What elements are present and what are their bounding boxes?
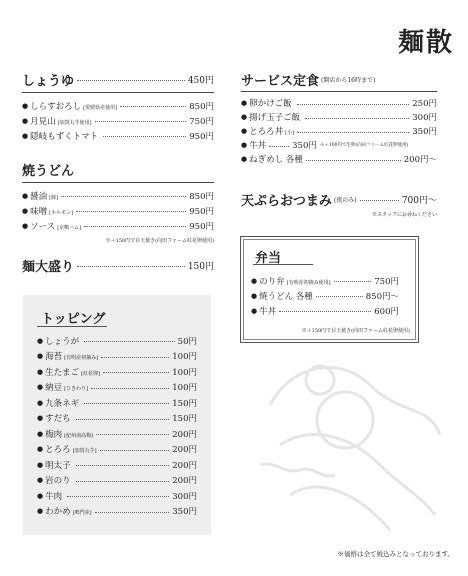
teishoku-header	[241, 70, 437, 88]
shoyu-header	[22, 70, 214, 88]
teishoku-title: サービス定食	[241, 73, 320, 89]
menu-item: ● のり弁 [有明産初摘み使用] 750円	[251, 276, 399, 287]
menu-item: ● 焼うどん 各種 850円〜	[251, 291, 399, 302]
yakiudon-section	[22, 160, 214, 244]
yakiudon-header	[22, 160, 214, 178]
toppings-title: トッピング	[41, 312, 106, 327]
list-item: ● 牛肉 300円	[37, 491, 197, 502]
list-item: ● しょうが 50円	[37, 336, 197, 347]
divider	[22, 92, 214, 93]
tenpura-title: 天ぷらおつまみ	[241, 193, 332, 209]
menu-item: ● ソース [京鴨ハム] 950円	[22, 221, 214, 232]
yakiudon-title: 焼うどん	[22, 163, 75, 179]
menu-item: ● 味噌 [ホルモン] 950円	[22, 206, 214, 217]
menu-item: ● 卵かけご飯 250円	[241, 99, 437, 109]
ornament-line	[37, 326, 107, 328]
list-item: ● すだち 150円	[37, 414, 197, 425]
bento-title: 弁当	[255, 251, 282, 266]
tenpura-price: 700円〜	[401, 195, 437, 206]
bento-panel	[240, 236, 419, 343]
menu-item: ● 牛丼 600円	[251, 306, 399, 317]
omori-title: 麺大盛り	[22, 259, 75, 275]
tenpura-subtitle: (夜のみ)	[333, 196, 357, 204]
menu-item: ● しらすおろし [愛媛県産使用] 850円	[22, 101, 214, 112]
list-item: ● 九条ネギ 150円	[37, 398, 197, 409]
gyudon-extra-note: ※＋100円で生卵(向田ファーム紅花卵使用)	[319, 143, 409, 148]
menu-item: ● 月見山 [加賀丸芋使用] 750円	[22, 116, 214, 127]
list-item: ● とろろ [加賀丸芋] 200円	[37, 445, 197, 456]
tenpura-note: ※スタッフにお尋ねください	[371, 212, 437, 218]
list-item: ● 岩のり 200円	[37, 476, 197, 487]
leader-dots	[77, 80, 185, 81]
toppings-panel	[23, 295, 211, 535]
divider	[22, 182, 214, 183]
list-item: ● 生たまご [紅花卵] 100円	[37, 367, 197, 378]
shoyu-title: しょうゆ	[22, 73, 75, 89]
dragon-illustration	[250, 345, 450, 540]
menu-item: ● 牛丼 350円 ※＋100円で生卵(向田ファーム紅花卵使用)	[241, 141, 409, 151]
list-item: ● 梅肉 [紀州南高梅] 200円	[37, 429, 197, 440]
list-item: ● 納豆 [ひきわり] 100円	[37, 383, 197, 394]
omori-price: 150円	[187, 261, 214, 272]
menu-item: ● ねぎめし 各種 200円〜	[241, 155, 437, 165]
list-item: ● 海苔 [有明産初摘み] 100円	[37, 352, 197, 363]
menu-item: ● 醤油 [豚] 850円	[22, 191, 214, 202]
footer-note: ※価格は全て税込みとなっております。	[337, 550, 454, 558]
list-item: ● 明太子 200円	[37, 460, 197, 471]
menu-item: ● とろろ丼 [小] 350円	[241, 127, 437, 137]
menu-item: ● 揚げ玉子ご飯 300円	[241, 113, 437, 123]
bento-note: ※＋150円で目玉焼き(向田ファーム紅花卵使用)	[301, 328, 410, 334]
teishoku-subtitle: (開店から16時まで)	[321, 76, 376, 84]
yakiudon-note: ※＋150円で目玉焼き(向田ファーム紅花卵使用)	[105, 238, 214, 244]
teishoku-section	[241, 70, 437, 166]
shoyu-price: 450円	[187, 75, 214, 86]
brand-logo: 麺散	[397, 28, 454, 58]
toppings-list	[37, 333, 197, 519]
menu-item: ● 隠岐もずくトマト 950円	[22, 131, 214, 142]
list-item: ● わかめ [鳴門産] 350円	[37, 507, 197, 518]
divider	[241, 91, 437, 92]
bento-list	[251, 273, 399, 318]
tenpura-section	[241, 190, 437, 218]
ornament-line	[253, 264, 313, 266]
omori-section	[22, 256, 214, 274]
shoyu-section	[22, 70, 214, 143]
